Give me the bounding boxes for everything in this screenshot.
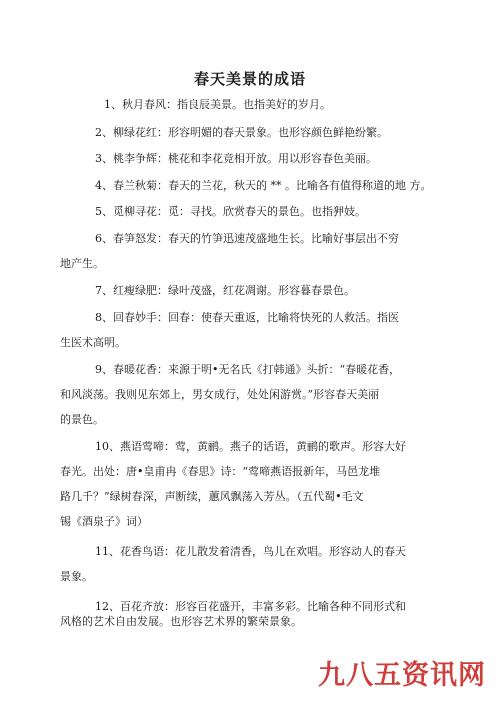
entry-6-line-2: 地产生。: [60, 257, 104, 270]
document-title: 春天美景的成语: [193, 70, 306, 88]
entry-9-line-1: 9、春暖花香：来源于明•无名氏《打韩通》头折：“春暖花香，: [95, 363, 401, 376]
entry-10-line-1: 10、燕语莺啼：莺，黄鹂。燕子的话语，黄鹂的歌声。形容大好: [95, 440, 406, 453]
entry-6-line-1: 6、春笋怒发：春天的竹笋迅速茂盛地生长。比喻好事层出不穷: [95, 232, 399, 245]
entry-10-line-4: 锡《酒泉子》词）: [60, 515, 148, 528]
entry-12-line-2: 风格的艺术自由发展。也形容艺术界的繁荣景象。: [60, 615, 302, 628]
entry-8-line-2: 生医术高明。: [60, 336, 126, 349]
entry-9-line-2: 和风淡荡。我则见东郊上，男女成行，处处闲游赏。”形容春天美丽: [60, 388, 380, 401]
entry-11-line-1: 11、花香鸟语：花儿散发着清香，鸟儿在欢唱。形容动人的春天: [95, 545, 406, 558]
entry-9-line-3: 的景色。: [60, 413, 104, 426]
entry-10-line-3: 路几千？”绿树春深，声断续，蕙风飘荡入芳丛。（五代蜀•毛文: [60, 490, 364, 503]
site-watermark: 九八五资讯网: [318, 660, 486, 691]
entry-11-line-2: 景象。: [60, 570, 93, 583]
entry-3-line-1: 3、桃李争辉：桃花和李花竞相开放。用以形容春色美丽。: [95, 152, 377, 165]
entry-5-line-1: 5、觅柳寻花：觅：寻找。欣赏春天的景色。也指狎妓。: [95, 205, 366, 218]
entry-1-line-1: 1、秋月春风：指良辰美景。也指美好的岁月。: [104, 98, 331, 111]
entry-10-line-2: 春光。出处：唐•皇甫冉《春思》诗：“莺啼燕语报新年，马邑龙堆: [60, 465, 381, 478]
entry-7-line-1: 7、红瘦绿肥：绿叶茂盛，红花凋谢。形容暮春景色。: [95, 284, 355, 297]
entry-12-line-1: 12、百花齐放：形容百花盛开，丰富多彩。比喻各种不同形式和: [95, 600, 406, 613]
entry-4-line-1: 4、春兰秋菊：春天的兰花，秋天的 ** 。比喻各有值得称道的地 方。: [95, 179, 432, 192]
entry-8-line-1: 8、回春妙手：回春：使春天重返，比喻将快死的人救活。指医: [95, 311, 399, 324]
entry-2-line-1: 2、柳绿花红：形容明媚的春天景象。也形容颜色鲜艳纷繁。: [95, 126, 388, 139]
